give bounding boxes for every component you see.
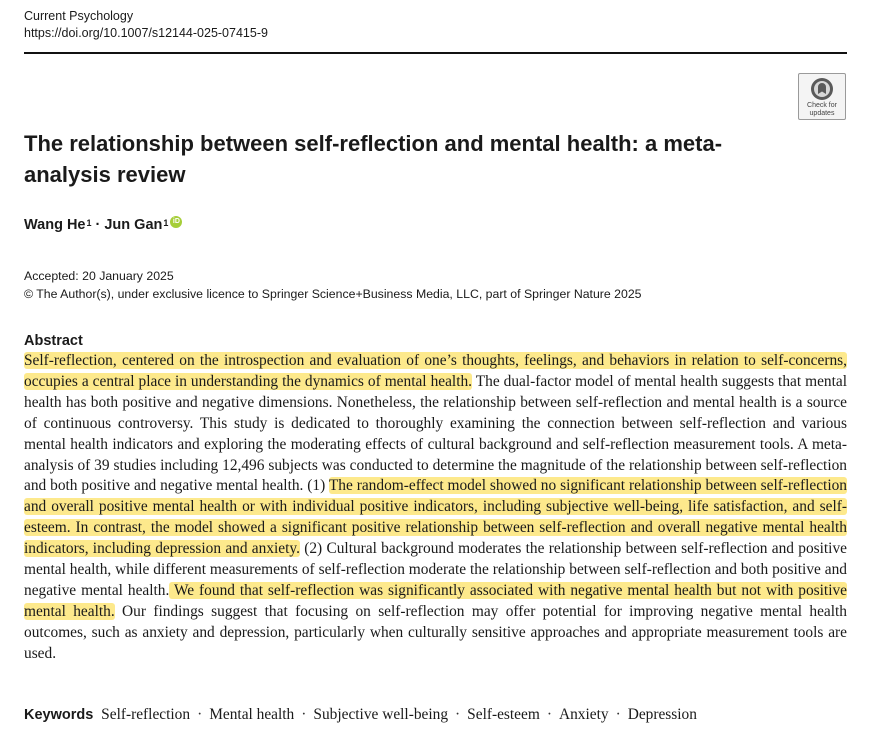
title-line-2: analysis review	[24, 162, 186, 187]
keyword-separator: ·	[615, 706, 621, 723]
abstract-highlight: The random-effect model showed no significant relationship between self-reflection and overall positive mental health or with individual positive indicators, including subjective well-being, life satisfaction, and self-esteem. In contrast, the model showed a significant positive relationship between self-reflection and overall negative mental health indicators, including depression and anxiety.	[24, 477, 847, 558]
doi-link[interactable]: https://doi.org/10.1007/s12144-025-07415-9	[24, 26, 268, 40]
author-name[interactable]: Jun Gan	[104, 217, 163, 233]
abstract-sentence: (2) Cultural background moderates the relationship between self-reflection and positive mental health, while different measurements of self-reflection moderate the relationship between self-reflection and both positive and negative mental health.	[24, 540, 847, 599]
header-divider	[24, 52, 847, 54]
badge-line-2: updates	[809, 109, 835, 117]
keyword-separator: ·	[455, 706, 461, 723]
keyword-separator: ·	[197, 706, 203, 723]
title-line-1: The relationship between self-reflection and mental health: a meta-	[24, 131, 723, 156]
article-title	[24, 128, 784, 190]
keywords-label: Keywords	[24, 707, 94, 723]
accepted-date: Accepted: 20 January 2025	[24, 269, 174, 283]
abstract-highlight: Self-reflection, centered on the introspection and evaluation of one’s thoughts, feelings, and behaviors in relation to self-concerns, occupies a central place in understanding the dynamics of mental health.	[24, 352, 847, 390]
copyright-notice: © The Author(s), under exclusive licence to Springer Science+Business Media, LLC, part of Springer Nature 2025	[24, 287, 642, 301]
author-name[interactable]: Wang He	[24, 217, 86, 233]
keyword-separator: ·	[546, 706, 552, 723]
author-list: Wang He $^1$ · Jun Gan $^1$ iD	[24, 215, 182, 235]
keyword: Mental health	[209, 706, 295, 723]
keywords-line	[24, 705, 697, 725]
keyword: Self-reflection	[101, 706, 191, 723]
article-metadata	[24, 267, 642, 303]
keyword: Depression	[627, 706, 697, 723]
abstract-highlight: We found that self-reflection was significantly associated with negative mental health but not with positive mental health.	[24, 581, 847, 620]
badge-label	[799, 102, 845, 117]
abstract-sentence: Our findings suggest that focusing on self-reflection may offer potential for improving negative mental health outcomes, such as anxiety and depression, particularly when culturally sensitive approaches and appropriate measurement tools are used.	[24, 602, 847, 662]
journal-header	[24, 8, 268, 42]
orcid-icon[interactable]: iD	[170, 216, 182, 228]
author-separator: ·	[95, 217, 101, 233]
journal-name: Current Psychology	[24, 9, 134, 23]
check-for-updates-badge[interactable]	[798, 73, 846, 120]
keyword-separator: ·	[301, 706, 307, 723]
abstract-heading: Abstract	[24, 333, 83, 349]
check-for-updates-icon	[810, 77, 834, 101]
badge-line-1: Check for	[807, 102, 837, 109]
abstract-text	[24, 351, 847, 665]
keyword: Subjective well-being	[313, 706, 449, 723]
abstract-sentence: The dual-factor model of mental health suggests that mental health has both positive and negative dimensions. Nonetheless, the relationship between self-reflection and mental health is a source of continuous controversy. This study is dedicated to thoroughly examining the connection between self-reflection and various mental health indicators and exploring the moderating effects of cultural background and self-reflection measurement tools. A meta-analysis of 39 studies including 12,496 subjects was conducted to determine the magnitude of the relationship between self-reflection and both positive and negative mental health. (1)	[24, 372, 848, 495]
keyword: Self-esteem	[467, 706, 540, 723]
keyword: Anxiety	[558, 706, 609, 723]
